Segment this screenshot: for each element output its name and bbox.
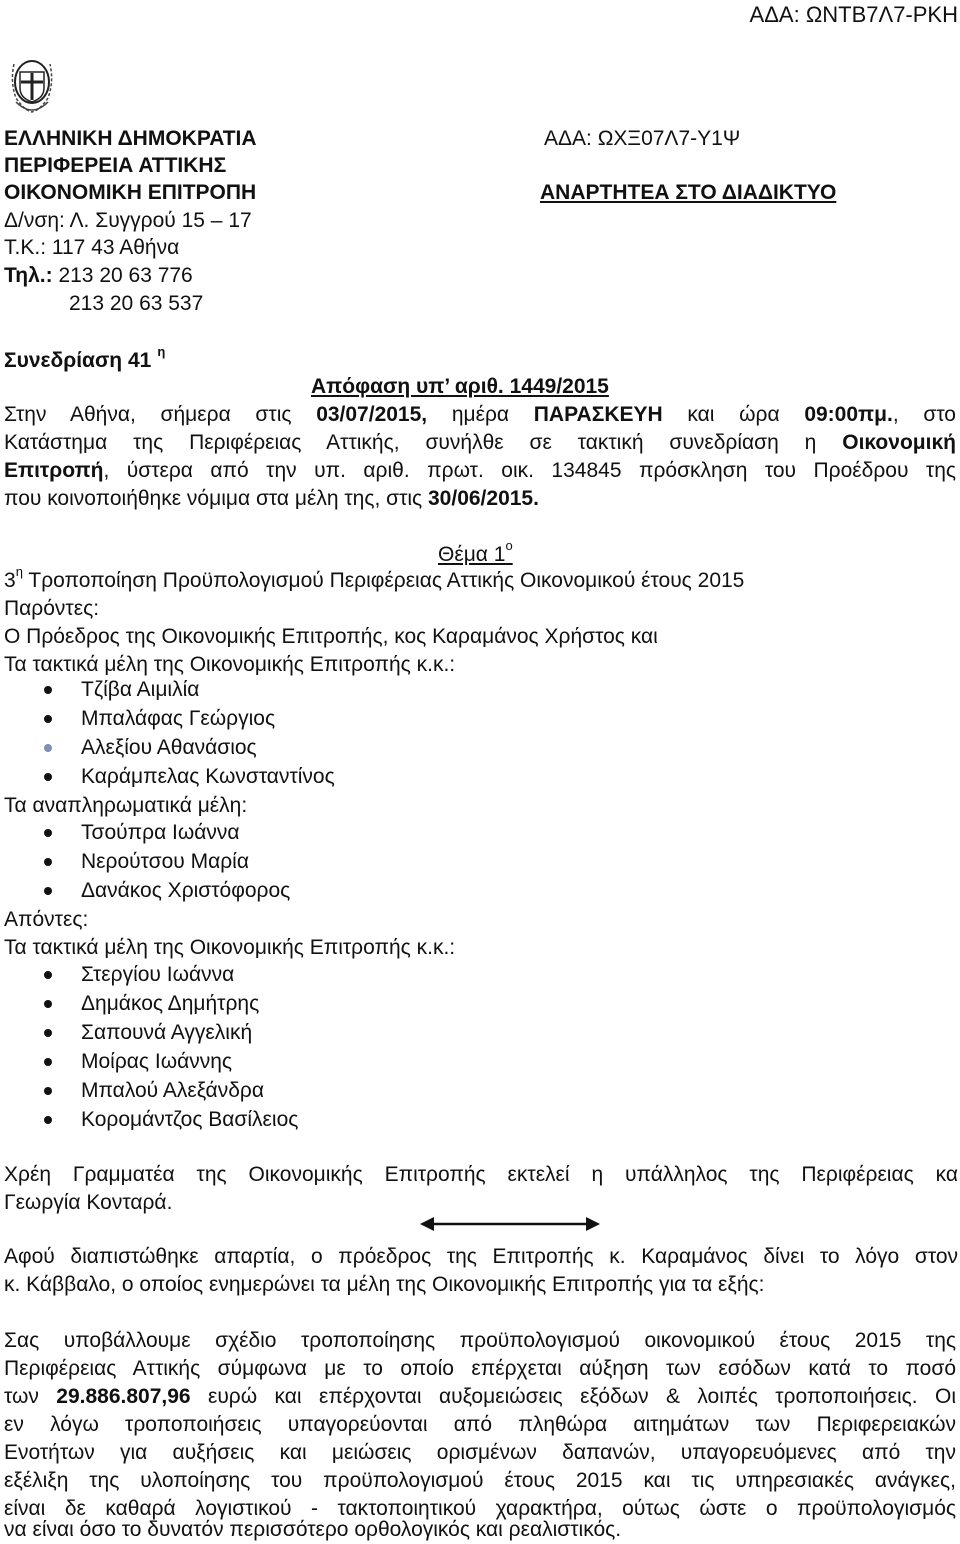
list-item: Τζίβα Αιμιλία (0, 675, 600, 704)
double-arrow-icon (420, 1213, 600, 1233)
body-line-3: των 29.886.807,96 ευρώ και επέρχονται αυξομειώσεις εξόδων & λοιπές τροποποιήσεις. Οι (4, 1385, 956, 1408)
org-line-2: ΠΕΡΙΦΕΡΕΙΑ ΑΤΤΙΚΗΣ (4, 154, 227, 177)
bullet-icon (44, 686, 52, 694)
intro-line-2: Κατάστημα της Περιφέρειας Αττικής, συνήλθε σε τακτική συνεδρίαση η Οικονομική (4, 431, 956, 454)
quorum-line-2: κ. Κάββαλο, ο οποίος ενημερώνει τα μέλη της Οικονομικής Επιτροπής για τα εξής: (4, 1273, 765, 1296)
post-notice: ΑΝΑΡΤΗΤΕΑ ΣΤΟ ΔΙΑΔΙΚΤΥΟ (540, 181, 837, 204)
secretary-line-1: Χρέη Γραμματέα της Οικονομικής Επιτροπής εκτελεί η υπάλληλος της Περιφέρειας κα (4, 1163, 958, 1186)
intro-line-1: Στην Αθήνα, σήμερα στις 03/07/2015, ημέρα ΠΑΡΑΣΚΕΥΗ και ώρα 09:00πμ., στο (4, 403, 956, 426)
list-item: Νερούτσου Μαρία (0, 847, 600, 876)
amount: 29.886.807,96 (56, 1385, 191, 1408)
list-item: Στεργίου Ιωάννα (0, 960, 600, 989)
quorum-line-1: Αφού διαπιστώθηκε απαρτία, ο πρόεδρος της Επιτροπής κ. Καραμάνος δίνει το λόγο στον (4, 1245, 958, 1268)
decision-number: Απόφαση υπ’ αριθ. 1449/2015 (311, 375, 609, 398)
bullet-icon (44, 744, 52, 752)
topic-subject: $3^\eta$ Τροποποίηση Προϋπολογισμού Περιφέρειας Αττικής Οικονομικού έτους 2015 (4, 564, 745, 592)
bullet-icon (44, 1087, 52, 1095)
bullet-icon (44, 1058, 52, 1066)
bullet-icon (44, 858, 52, 866)
phone-number-1: 213 20 63 776 (52, 264, 193, 287)
org-line-3: ΟΙΚΟΝΟΜΙΚΗ ΕΠΙΤΡΟΠΗ (4, 181, 257, 204)
postal-code: Τ.Κ.: 117 43 Αθήνα (4, 236, 180, 259)
list-item: Μπαλάφας Γεώργιος (0, 704, 600, 733)
address: Δ/νση: Λ. Συγγρού 15 – 17 (4, 209, 252, 232)
present-members-list (0, 675, 600, 791)
phone-number-2: 213 20 63 537 (69, 292, 204, 315)
ada-code-right: ΑΔΑ: ΩΧΞ07Λ7-Υ1Ψ (544, 127, 741, 150)
body-line-1: Σας υποβάλλουμε σχέδιο τροποποίησης προϋπολογισμού οικονομικού έτους 2015 της (4, 1329, 956, 1352)
topic-title-sup: ο (505, 538, 513, 553)
intro-line-4: που κοινοποιήθηκε νόμιμα στα μέλη της, στις 30/06/2015. (4, 487, 539, 510)
bullet-icon (44, 1029, 52, 1037)
present-label: Παρόντες: (4, 597, 100, 620)
body-line-7: είναι δε καθαρά λογιστικού - τακτοποιητικού χαρακτήρα, ούτως ώστε ο προϋπολογισμός (4, 1497, 956, 1520)
body-line-8: να είναι όσο το δυνατόν περισσότερο ορθολογικός και ρεαλιστικός. (4, 1518, 622, 1541)
body-line-4: εν λόγω τροποποιήσεις υπαγορεύονται από πληθώρα αιτημάτων των Περιφερειακών (4, 1413, 956, 1436)
intro-line-3: Επιτροπή, ύστερα από την υπ. αριθ. πρωτ. οικ. 134845 πρόσκληση του Προέδρου της (4, 459, 956, 482)
absent-members-list (0, 960, 600, 1134)
substitute-members-list (0, 818, 600, 905)
body-line-6: εξέλιξη της υλοποίησης του προϋπολογισμού έτους 2015 και τις υπηρεσιακές ανάγκες, (4, 1469, 956, 1492)
list-item: Σαπουνά Αγγελική (0, 1018, 600, 1047)
absent-label: Απόντες: (4, 908, 89, 931)
coat-of-arms-emblem (6, 52, 58, 118)
list-item: Κορομάντζος Βασίλειος (0, 1105, 600, 1134)
list-item: Μοίρας Ιωάννης (0, 1047, 600, 1076)
phone-label: Τηλ.: (4, 264, 53, 287)
list-item: Καράμπελας Κωνσταντίνος (0, 762, 600, 791)
secretary-line-2: Γεωργία Κονταρά. (4, 1191, 173, 1214)
session-number: Συνεδρίαση 41 $^\eta$ (4, 344, 166, 372)
bullet-icon (44, 971, 52, 979)
list-item: Τσούπρα Ιωάννα (0, 818, 600, 847)
list-item: Δανάκος Χριστόφορος (0, 876, 600, 905)
president-line: Ο Πρόεδρος της Οικονομικής Επιτροπής, κος Καραμάνος Χρήστος και (4, 625, 658, 648)
bullet-icon (44, 715, 52, 723)
list-item: Δημάκος Δημήτρης (0, 989, 600, 1018)
regular-members-label-2: Τα τακτικά μέλη της Οικονομικής Επιτροπής κ.κ.: (4, 936, 456, 959)
phone-line-1 (4, 261, 193, 290)
body-line-2: Περιφέρειας Αττικής σύμφωνα με το οποίο επέρχεται αύξηση των εσόδων κατά το ποσό (4, 1357, 956, 1380)
body-line-5: Ενοτήτων για αυξήσεις και μειώσεις ορισμένων δαπανών, υπαγορευόμενες από την (4, 1441, 956, 1464)
topic-num-sup: η (15, 564, 23, 579)
list-item: Μπαλού Αλεξάνδρα (0, 1076, 600, 1105)
ada-code-top: ΑΔΑ: ΩΝΤΒ7Λ7-ΡΚΗ (749, 2, 958, 27)
bullet-icon (44, 887, 52, 895)
bullet-icon (44, 829, 52, 837)
regular-members-label: Τα τακτικά μέλη της Οικονομικής Επιτροπής κ.κ.: (4, 653, 456, 676)
session-sup: η (157, 344, 166, 359)
bullet-icon (44, 773, 52, 781)
topic-title: Θέμα $1^o$ (438, 538, 513, 566)
bullet-icon (44, 1000, 52, 1008)
list-item: Αλεξίου Αθανάσιος (0, 733, 600, 762)
org-line-1: ΕΛΛΗΝΙΚΗ ΔΗΜΟΚΡΑΤΙΑ (4, 127, 257, 150)
bullet-icon (44, 1116, 52, 1124)
substitute-members-label: Τα αναπληρωματικά μέλη: (4, 794, 248, 817)
emblem-icon (6, 52, 58, 118)
